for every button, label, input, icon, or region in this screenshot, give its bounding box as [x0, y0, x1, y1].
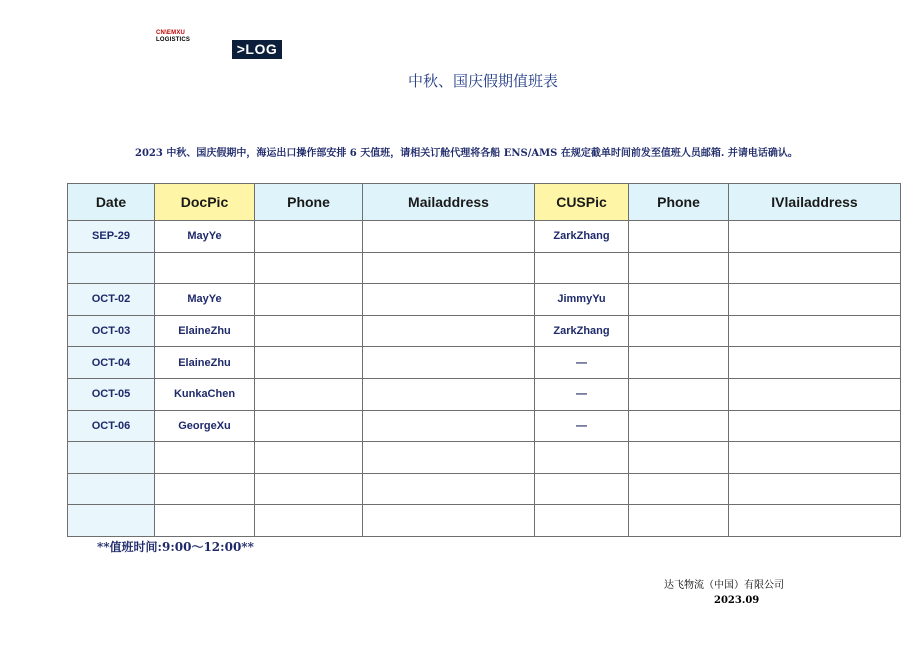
mail-address-cell	[363, 252, 535, 284]
duty-hours-note: **值班时间:9:00～12:00**	[97, 540, 254, 554]
phone-cell	[629, 252, 729, 284]
mail-address-cell	[729, 347, 901, 379]
phone-cell	[629, 442, 729, 474]
table-body	[68, 221, 901, 537]
table-row	[68, 378, 901, 410]
table-header-row	[68, 184, 901, 221]
date-cell: SEP-29	[68, 221, 155, 253]
doc-pic-cell: GeorgeXu	[155, 410, 255, 442]
phone-cell	[629, 378, 729, 410]
header-phone-1: Phone	[255, 184, 363, 221]
table-row	[68, 284, 901, 316]
doc-pic-cell	[155, 505, 255, 537]
log-badge-logo: >LOG	[232, 40, 282, 59]
table-row	[68, 221, 901, 253]
doc-pic-cell: MayYe	[155, 221, 255, 253]
mail-address-cell	[729, 252, 901, 284]
date-cell: OCT-03	[68, 315, 155, 347]
phone-cell	[255, 284, 363, 316]
mail-address-cell	[363, 473, 535, 505]
mail-address-cell	[363, 410, 535, 442]
doc-pic-cell: MayYe	[155, 284, 255, 316]
date-cell: OCT-05	[68, 378, 155, 410]
header-cus-pic: CUSPic	[535, 184, 629, 221]
sign-date: 2023.09	[714, 595, 760, 606]
doc-pic-cell: ElaineZhu	[155, 315, 255, 347]
date-cell: OCT-04	[68, 347, 155, 379]
cus-pic-cell	[535, 473, 629, 505]
doc-pic-cell	[155, 473, 255, 505]
cus-pic-cell	[535, 505, 629, 537]
date-cell	[68, 473, 155, 505]
mail-address-cell	[729, 505, 901, 537]
header-phone-2: Phone	[629, 184, 729, 221]
date-cell: OCT-06	[68, 410, 155, 442]
cus-pic-cell: —	[535, 347, 629, 379]
mail-address-cell	[729, 284, 901, 316]
doc-pic-cell: ElaineZhu	[155, 347, 255, 379]
mail-address-cell	[363, 284, 535, 316]
cus-pic-cell: —	[535, 378, 629, 410]
cus-pic-cell: —	[535, 410, 629, 442]
phone-cell	[629, 473, 729, 505]
phone-cell	[255, 505, 363, 537]
mail-address-cell	[729, 221, 901, 253]
cus-pic-cell: JimmyYu	[535, 284, 629, 316]
phone-cell	[629, 347, 729, 379]
page-title: 中秋、国庆假期值班表	[407, 72, 558, 90]
mail-address-cell	[363, 505, 535, 537]
phone-cell	[255, 221, 363, 253]
mail-address-cell	[363, 221, 535, 253]
date-cell: OCT-02	[68, 284, 155, 316]
phone-cell	[255, 442, 363, 474]
logo-small-black-text: LOGISTICS	[156, 37, 191, 43]
doc-pic-cell	[155, 252, 255, 284]
mail-address-cell	[729, 410, 901, 442]
table-row	[68, 252, 901, 284]
header-mail-address-1: Mailaddress	[363, 184, 535, 221]
mail-address-cell	[363, 442, 535, 474]
table-row	[68, 473, 901, 505]
cus-pic-cell: ZarkZhang	[535, 221, 629, 253]
table-row	[68, 410, 901, 442]
cus-pic-cell	[535, 252, 629, 284]
header-mail-address-2: IVlailaddress	[729, 184, 901, 221]
phone-cell	[629, 284, 729, 316]
doc-pic-cell	[155, 442, 255, 474]
phone-cell	[255, 347, 363, 379]
date-cell	[68, 442, 155, 474]
mail-address-cell	[729, 315, 901, 347]
company-logo-small	[156, 30, 190, 44]
logo-small-red-text: CN\EMXU	[156, 30, 186, 36]
cus-pic-cell: ZarkZhang	[535, 315, 629, 347]
phone-cell	[629, 221, 729, 253]
company-name: 达飞物流（中国）有限公司	[664, 580, 784, 591]
phone-cell	[255, 473, 363, 505]
table-row	[68, 315, 901, 347]
mail-address-cell	[729, 378, 901, 410]
header-date: Date	[68, 184, 155, 221]
table-row	[68, 442, 901, 474]
mail-address-cell	[363, 347, 535, 379]
table-row	[68, 505, 901, 537]
doc-pic-cell: KunkaChen	[155, 378, 255, 410]
date-cell	[68, 252, 155, 284]
phone-cell	[629, 410, 729, 442]
table-row	[68, 347, 901, 379]
phone-cell	[255, 378, 363, 410]
mail-address-cell	[363, 315, 535, 347]
mail-address-cell	[363, 378, 535, 410]
phone-cell	[255, 410, 363, 442]
phone-cell	[629, 505, 729, 537]
phone-cell	[255, 252, 363, 284]
mail-address-cell	[729, 442, 901, 474]
header-doc-pic: DocPic	[155, 184, 255, 221]
date-cell	[68, 505, 155, 537]
duty-schedule-table	[67, 183, 901, 537]
mail-address-cell	[729, 473, 901, 505]
cus-pic-cell	[535, 442, 629, 474]
phone-cell	[255, 315, 363, 347]
phone-cell	[629, 315, 729, 347]
notice-text: 2023 中秋、国庆假期中，海运出口操作部安排 6 天值班，请相关订舱代理将各船 ENS/AMS 在规定截单时间前发至值班人员邮箱. 并请电话确认。	[135, 148, 798, 159]
